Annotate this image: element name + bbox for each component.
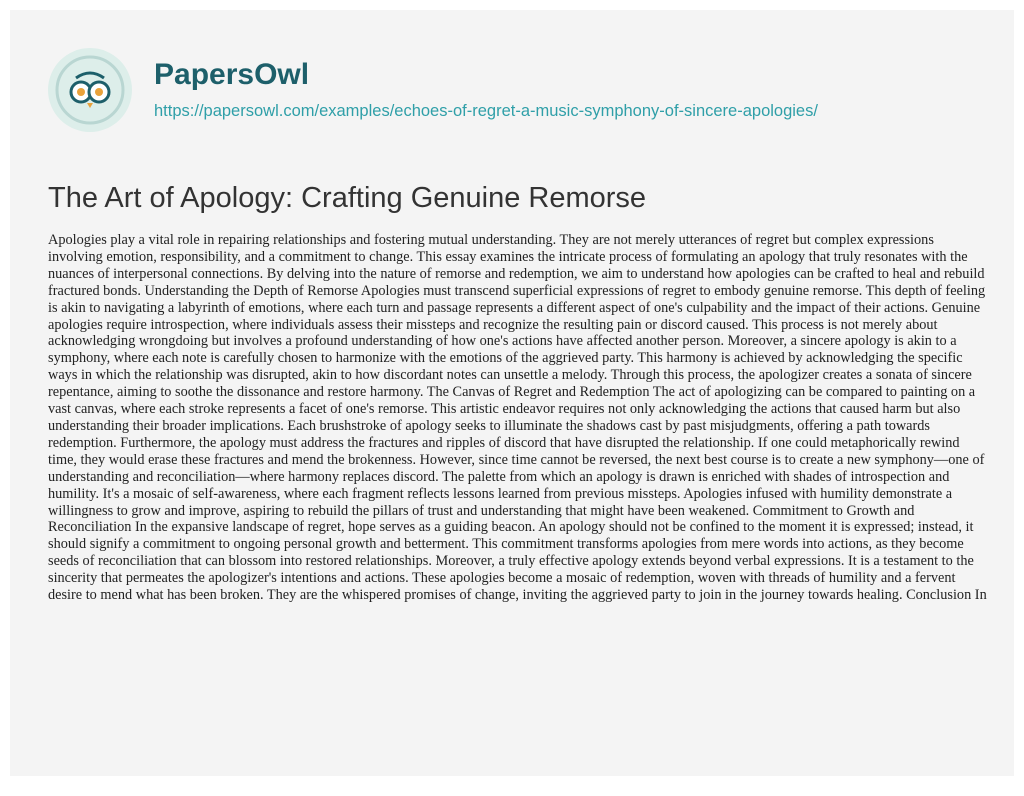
owl-logo-icon bbox=[48, 48, 132, 132]
site-header bbox=[48, 48, 818, 132]
brand-name[interactable]: PapersOwl bbox=[154, 58, 310, 91]
essay-title: The Art of Apology: Crafting Genuine Remorse bbox=[48, 182, 647, 214]
source-url-link[interactable]: https://papersowl.com/examples/echoes-of-regret-a-music-symphony-of-sincere-apologies/ bbox=[154, 102, 818, 120]
document-page bbox=[10, 10, 1014, 776]
essay-body: Apologies play a vital role in repairing relationships and fostering mutual understanding. They are not merely utterances of regret but complex expressions involving emotion, responsibility, and a commitment to change. This essay examines the intricate process of formulating an apology that truly resonates with the nuances of interpersonal connections. By delving into the nature of remorse and redemption, we aim to understand how apologies can be crafted to heal and rebuild fractured bonds. Understanding the Depth of Remorse Apologies must transcend superficial expressions of regret to embody genuine remorse. This depth of feeling is akin to navigating a labyrinth of emotions, where each turn and passage represents a different aspect of one's culpability and the impact of their actions. Genuine apologies require introspection, where individuals assess their missteps and recognize the resulting pain or discord caused. This process is not merely about acknowledging wrongdoing but involves a profound understanding of how one's actions have affected another person. Moreover, a sincere apology is akin to a symphony, where each note is carefully chosen to harmonize with the emotions of the aggrieved party. This harmony is achieved by acknowledging the specific ways in which the relationship was disrupted, akin to how discordant notes can unsettle a melody. Through this process, the apologizer creates a sonata of sincere repentance, aiming to soothe the dissonance and restore harmony. The Canvas of Regret and Redemption The act of apologizing can be compared to painting on a vast canvas, where each stroke represents a facet of one's remorse. This artistic endeavor requires not only acknowledging the actions that caused harm but also understanding their broader implications. Each brushstroke of apology seeks to illuminate the shadows cast by past misjudgments, offering a path towards redemption. Furthermore, the apology must address the fractures and ripples of discord that have disrupted the relationship. If one could metaphorically rewind time, they would erase these fractures and mend the brokenness. However, since time cannot be reversed, the next best course is to create a new symphony—one of understanding and reconciliation—where harmony replaces discord. The palette from which an apology is drawn is enriched with shades of introspection and humility. It's a mosaic of self-awareness, where each fragment reflects lessons learned from previous missteps. Apologies infused with humility demonstrate a willingness to grow and improve, aspiring to rebuild the pillars of trust and understanding that might have been weakened. Commitment to Growth and Reconciliation In the expansive landscape of regret, hope serves as a guiding beacon. An apology should not be confined to the moment it is expressed; instead, it should signify a commitment to ongoing personal growth and betterment. This commitment transforms apologies from mere words into actions, as they become seeds of reconciliation that can blossom into restored relationships. Moreover, a truly effective apology extends beyond verbal expressions. It is a testament to the sincerity that permeates the apologizer's intentions and actions. These apologies become a mosaic of redemption, woven with threads of humility and a fervent desire to mend what has been broken. They are the whispered promises of change, inviting the aggrieved party to join in the journey towards healing. Conclusion In bbox=[48, 232, 987, 604]
brand-block bbox=[154, 59, 818, 121]
